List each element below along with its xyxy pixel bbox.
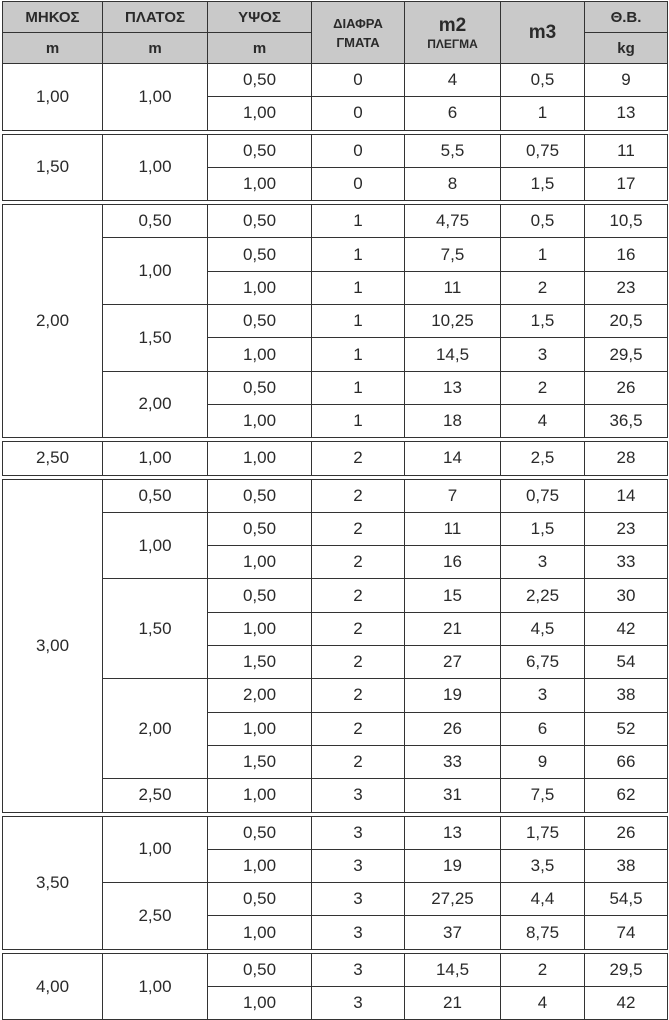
cell-height: 1,00 [208,271,312,304]
cell-m2: 26 [405,712,501,745]
cell-width: 2,00 [103,679,208,779]
cell-weight: 30 [585,579,668,612]
cell-diaphragms: 1 [312,205,405,238]
cell-m2: 8 [405,167,501,200]
cell-height: 2,00 [208,679,312,712]
cell-weight: 29,5 [585,953,668,986]
cell-diaphragms: 3 [312,916,405,949]
cell-length: 1,50 [3,134,103,201]
cell-diaphragms: 2 [312,442,405,475]
cell-height: 1,50 [208,646,312,679]
table-row [3,238,668,271]
cell-diaphragms: 2 [312,679,405,712]
cell-m3: 1,5 [501,305,585,338]
cell-weight: 29,5 [585,338,668,371]
header-diaphragms [312,2,405,64]
unit-weight: kg [585,33,668,64]
cell-diaphragms: 2 [312,512,405,545]
header-m2-sub: ΠΛΕΓΜΑ [427,36,478,51]
cell-m2: 19 [405,849,501,882]
cell-diaphragms: 3 [312,816,405,849]
cell-m3: 2 [501,271,585,304]
cell-m2: 27,25 [405,883,501,916]
cell-diaphragms: 3 [312,953,405,986]
cell-diaphragms: 2 [312,712,405,745]
cell-m3: 2,5 [501,442,585,475]
cell-width: 1,00 [103,238,208,305]
cell-weight: 9 [585,64,668,97]
cell-width: 2,00 [103,371,208,438]
cell-length: 3,00 [3,479,103,812]
header-diaphragms-line2: ΓΜΑΤΑ [336,34,380,50]
cell-weight: 26 [585,816,668,849]
cell-width: 2,50 [103,779,208,812]
cell-m2: 10,25 [405,305,501,338]
cell-m3: 2 [501,953,585,986]
cell-diaphragms: 2 [312,479,405,512]
cell-m3: 6,75 [501,646,585,679]
cell-m2: 14,5 [405,338,501,371]
cell-m3: 3 [501,338,585,371]
cell-height: 1,00 [208,167,312,200]
cell-m3: 2,25 [501,579,585,612]
unit-height: m [208,33,312,64]
header-width: ΠΛΑΤΟΣ [103,2,208,33]
cell-diaphragms: 0 [312,64,405,97]
table-row [3,64,668,97]
cell-m3: 6 [501,712,585,745]
cell-m3: 4 [501,987,585,1020]
table-header [3,2,668,64]
cell-diaphragms: 3 [312,987,405,1020]
cell-m2: 11 [405,271,501,304]
cell-diaphragms: 1 [312,404,405,437]
header-m3: m3 [501,2,585,64]
unit-length: m [3,33,103,64]
cell-width: 1,00 [103,64,208,131]
cell-m2: 31 [405,779,501,812]
cell-m2: 21 [405,987,501,1020]
table-row [3,779,668,812]
table-row [3,305,668,338]
cell-width: 1,00 [103,134,208,201]
cell-weight: 38 [585,849,668,882]
table-row [3,371,668,404]
cell-length: 1,00 [3,64,103,131]
cell-m3: 7,5 [501,779,585,812]
cell-weight: 26 [585,371,668,404]
cell-height: 0,50 [208,371,312,404]
cell-width: 2,50 [103,883,208,950]
cell-m2: 11 [405,512,501,545]
cell-m2: 14 [405,442,501,475]
cell-m3: 1 [501,238,585,271]
table-row [3,883,668,916]
cell-height: 0,50 [208,205,312,238]
cell-m2: 7 [405,479,501,512]
cell-diaphragms: 1 [312,305,405,338]
table-row [3,442,668,475]
cell-height: 0,50 [208,305,312,338]
cell-weight: 17 [585,167,668,200]
cell-diaphragms: 1 [312,238,405,271]
cell-weight: 74 [585,916,668,949]
cell-m2: 14,5 [405,953,501,986]
cell-height: 1,00 [208,338,312,371]
unit-width: m [103,33,208,64]
cell-height: 1,00 [208,916,312,949]
cell-m2: 37 [405,916,501,949]
cell-m3: 4,5 [501,612,585,645]
cell-weight: 42 [585,612,668,645]
cell-height: 0,50 [208,479,312,512]
header-diaphragms-line1: ΔΙΑΦΡΑ [333,15,383,31]
cell-m2: 6 [405,97,501,130]
cell-diaphragms: 0 [312,167,405,200]
cell-m3: 0,75 [501,134,585,167]
cell-diaphragms: 1 [312,338,405,371]
cell-height: 1,00 [208,987,312,1020]
cell-m2: 19 [405,679,501,712]
cell-weight: 28 [585,442,668,475]
cell-height: 0,50 [208,238,312,271]
cell-m3: 0,75 [501,479,585,512]
cell-m3: 4 [501,404,585,437]
cell-m3: 0,5 [501,205,585,238]
cell-height: 1,00 [208,546,312,579]
cell-m2: 15 [405,579,501,612]
cell-diaphragms: 3 [312,779,405,812]
cell-width: 1,00 [103,442,208,475]
cell-diaphragms: 2 [312,646,405,679]
table-row [3,679,668,712]
cell-weight: 66 [585,745,668,778]
cell-m3: 4,4 [501,883,585,916]
cell-weight: 23 [585,271,668,304]
cell-height: 0,50 [208,64,312,97]
cell-weight: 38 [585,679,668,712]
cell-diaphragms: 1 [312,271,405,304]
cell-height: 1,00 [208,712,312,745]
cell-diaphragms: 3 [312,849,405,882]
cell-m2: 33 [405,745,501,778]
cell-m3: 3 [501,679,585,712]
cell-height: 0,50 [208,579,312,612]
gabion-spec-table [2,1,668,1020]
cell-weight: 36,5 [585,404,668,437]
cell-weight: 10,5 [585,205,668,238]
cell-m2: 4 [405,64,501,97]
cell-diaphragms: 2 [312,546,405,579]
cell-height: 1,00 [208,404,312,437]
cell-weight: 23 [585,512,668,545]
cell-m3: 3 [501,546,585,579]
table-row [3,134,668,167]
table-row [3,579,668,612]
cell-weight: 20,5 [585,305,668,338]
cell-m2: 16 [405,546,501,579]
cell-height: 1,00 [208,849,312,882]
cell-diaphragms: 0 [312,97,405,130]
cell-diaphragms: 2 [312,745,405,778]
cell-m2: 5,5 [405,134,501,167]
table-row [3,816,668,849]
cell-m2: 4,75 [405,205,501,238]
table-row [3,512,668,545]
cell-diaphragms: 0 [312,134,405,167]
cell-width: 1,00 [103,816,208,883]
cell-diaphragms: 3 [312,883,405,916]
cell-diaphragms: 2 [312,579,405,612]
cell-height: 0,50 [208,512,312,545]
cell-m2: 13 [405,371,501,404]
cell-length: 4,00 [3,953,103,1020]
cell-m3: 1 [501,97,585,130]
cell-length: 2,00 [3,205,103,438]
cell-weight: 54 [585,646,668,679]
cell-width: 1,50 [103,305,208,372]
cell-height: 0,50 [208,134,312,167]
header-weight: Θ.Β. [585,2,668,33]
cell-m3: 1,75 [501,816,585,849]
cell-weight: 16 [585,238,668,271]
header-length: ΜΗΚΟΣ [3,2,103,33]
cell-weight: 33 [585,546,668,579]
table-row [3,479,668,512]
cell-weight: 13 [585,97,668,130]
cell-m3: 9 [501,745,585,778]
cell-height: 1,00 [208,97,312,130]
cell-height: 0,50 [208,953,312,986]
cell-m3: 1,5 [501,512,585,545]
cell-height: 1,00 [208,612,312,645]
cell-width: 1,50 [103,579,208,679]
cell-m3: 8,75 [501,916,585,949]
cell-length: 3,50 [3,816,103,949]
cell-height: 1,50 [208,745,312,778]
cell-height: 1,00 [208,442,312,475]
cell-width: 0,50 [103,479,208,512]
table-row [3,953,668,986]
cell-height: 0,50 [208,816,312,849]
cell-m3: 3,5 [501,849,585,882]
cell-height: 1,00 [208,779,312,812]
cell-m3: 1,5 [501,167,585,200]
cell-m2: 13 [405,816,501,849]
cell-width: 0,50 [103,205,208,238]
cell-m2: 21 [405,612,501,645]
cell-m3: 2 [501,371,585,404]
cell-m3: 0,5 [501,64,585,97]
cell-m2: 27 [405,646,501,679]
cell-length: 2,50 [3,442,103,475]
cell-diaphragms: 1 [312,371,405,404]
cell-weight: 11 [585,134,668,167]
header-m2-label: m2 [438,14,467,36]
cell-weight: 52 [585,712,668,745]
table-body [3,64,668,1020]
header-m2 [405,2,501,64]
header-height: ΥΨΟΣ [208,2,312,33]
cell-weight: 14 [585,479,668,512]
cell-weight: 42 [585,987,668,1020]
cell-width: 1,00 [103,953,208,1020]
cell-diaphragms: 2 [312,612,405,645]
cell-weight: 54,5 [585,883,668,916]
cell-width: 1,00 [103,512,208,579]
table-row [3,205,668,238]
cell-weight: 62 [585,779,668,812]
cell-m2: 7,5 [405,238,501,271]
cell-height: 0,50 [208,883,312,916]
cell-m2: 18 [405,404,501,437]
